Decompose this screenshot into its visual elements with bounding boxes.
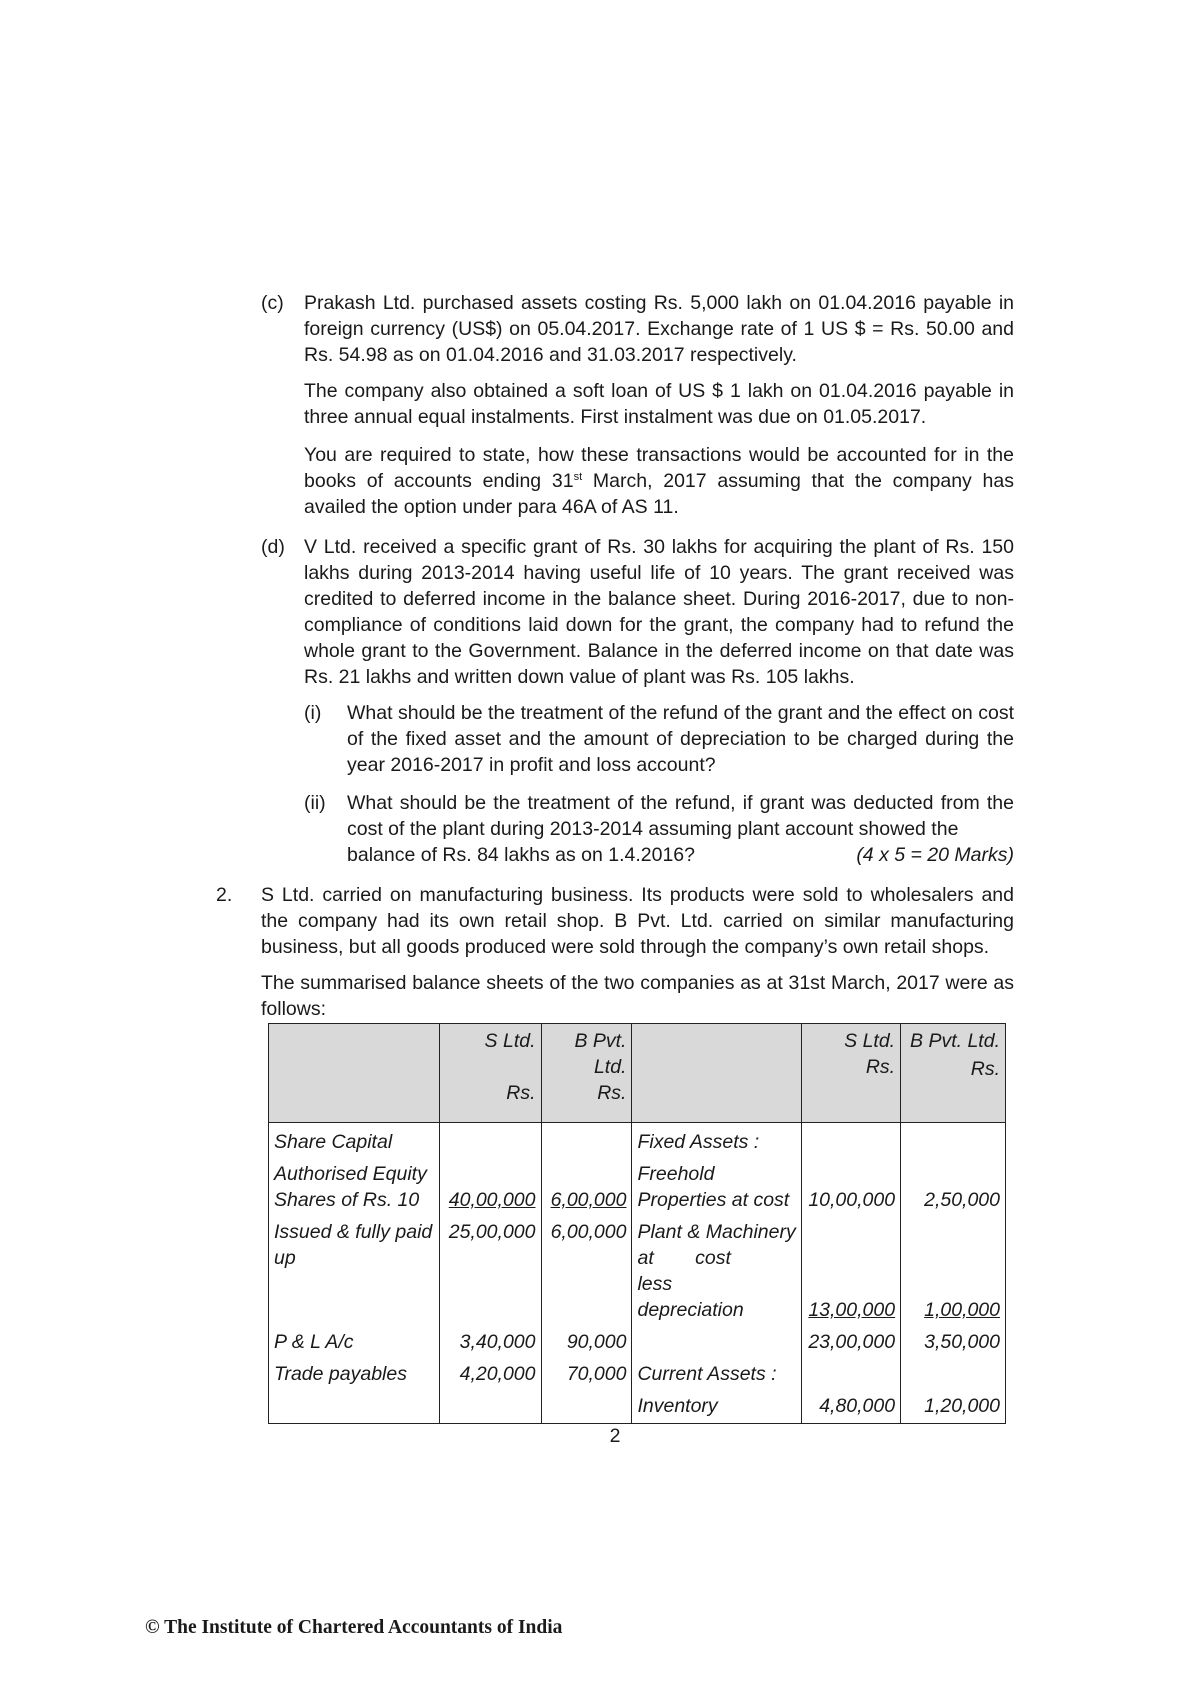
- q1c-paragraph-1: Prakash Ltd. purchased assets costing Rs. 5,000 lakh on 01.04.2016 payable in foreign currency (US$) on 05.04.2017. Exchange rate of 1 US $ = Rs. 50.00 and Rs. 54.98 as on 01.04.2016 and 31.03.2017 respectively.: [304, 292, 1014, 366]
- sub-label-i: (i): [304, 702, 322, 724]
- table-header-row: [269, 1024, 1006, 1123]
- table-row: Issued & fully paid up 25,00,000 6,00,000 Plant & Machinery at cost less depreciation 13,00,000 1,00,000: [269, 1213, 1006, 1323]
- q1d-sub-ii-last-line: balance of Rs. 84 lakhs as on 1.4.2016? (4 x 5 = 20 Marks): [347, 844, 1014, 866]
- q1d-sub-i: What should be the treatment of the refund of the grant and the effect on cost of the fixed asset and the amount of depreciation to be charged during the year 2016-2017 in profit and loss account?: [347, 702, 1014, 776]
- q1c-paragraph-3: You are required to state, how these transactions would be accounted for in the books of accounts ending 31st March, 2017 assuming that the company has availed the option under para 46A of AS 11.: [304, 444, 1014, 518]
- balance-sheet-table: [268, 1023, 1006, 1424]
- table-row: Share Capital Fixed Assets :: [269, 1123, 1006, 1156]
- header-blank-right: [632, 1024, 802, 1123]
- table-row: Inventory 4,80,000 1,20,000: [269, 1387, 1006, 1424]
- q1d-sub-ii: What should be the treatment of the refund, if grant was deducted from the cost of the plant during 2013-2014 assuming plant account showed the: [347, 792, 1014, 840]
- header-bpvt-assets: B Pvt. Ltd. Rs.: [901, 1024, 1006, 1123]
- header-s-ltd-liab: S Ltd. Rs.: [439, 1024, 541, 1123]
- sub-label-ii: (ii): [304, 792, 326, 814]
- marks-allocation: (4 x 5 = 20 Marks): [856, 844, 1014, 866]
- header-bpvt-liab: B Pvt. Ltd. Rs.: [541, 1024, 632, 1123]
- table-row: Trade payables 4,20,000 70,000 Current Assets :: [269, 1355, 1006, 1387]
- item-label-d: (d): [261, 536, 285, 558]
- table-row: Authorised Equity Shares of Rs. 10 40,00,000 6,00,000 Freehold Properties at cost 10,00,000 2,50,000: [269, 1155, 1006, 1213]
- item-label-c: (c): [261, 292, 284, 314]
- header-s-ltd-assets: S Ltd. Rs.: [802, 1024, 901, 1123]
- page-number: 2: [609, 1425, 621, 1447]
- q2-paragraph-2: The summarised balance sheets of the two companies as at 31st March, 2017 were as follows:: [261, 972, 1014, 1020]
- q1d-paragraph: V Ltd. received a specific grant of Rs. 30 lakhs for acquiring the plant of Rs. 150 lakhs during 2013-2014 having useful life of 10 years. The grant received was credited to deferred income in the balance sheet. During 2016-2017, due to non-compliance of conditions laid down for the grant, the company had to refund the whole grant to the Government. Balance in the deferred income on that date was Rs. 21 lakhs and written down value of plant was Rs. 105 lakhs.: [304, 536, 1014, 688]
- q2-paragraph-1: S Ltd. carried on manufacturing business. Its products were sold to wholesalers and the company had its own retail shop. B Pvt. Ltd. carried on similar manufacturing business, but all goods produced were sold through the company’s own retail shops.: [261, 884, 1014, 958]
- header-blank-left: [269, 1024, 440, 1123]
- table-row: P & L A/c 3,40,000 90,000 23,00,000 3,50,000: [269, 1323, 1006, 1355]
- footer-copyright: © The Institute of Chartered Accountants of India: [145, 1617, 563, 1638]
- question-number-2: 2.: [216, 884, 233, 906]
- q1c-paragraph-2: The company also obtained a soft loan of US $ 1 lakh on 01.04.2016 payable in three annual equal instalments. First instalment was due on 01.05.2017.: [304, 380, 1014, 428]
